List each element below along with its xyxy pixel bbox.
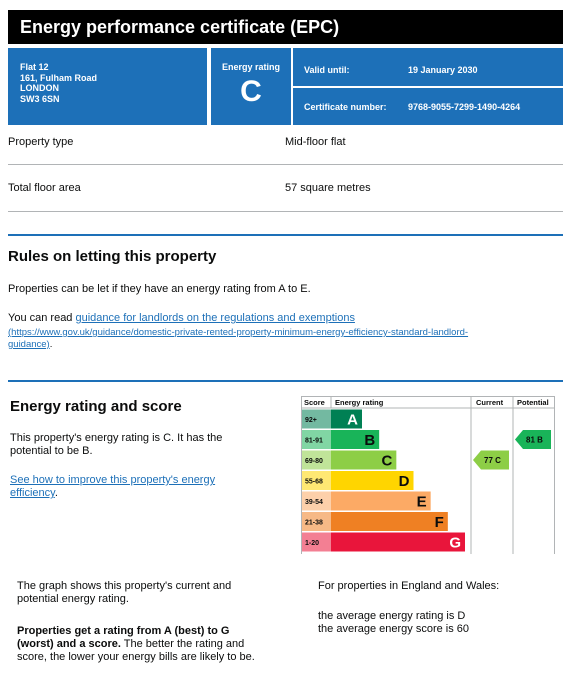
score-description xyxy=(10,432,222,458)
energy-rating-chart xyxy=(301,396,556,554)
energy-rating-panel xyxy=(211,48,291,125)
landlord-guidance-url-line-1[interactable]: (https://www.gov.uk/guidance/domestic-private-rented-property-minimum-energy-efficiency-standard-landlord- xyxy=(8,327,469,338)
rating-explanation-line-3: score, the lower your energy bills are likely to be. xyxy=(17,651,255,663)
energy-rating-letter: C xyxy=(240,75,262,108)
address-line-4: SW3 6SN xyxy=(20,93,60,104)
band-score-label: 21-38 xyxy=(305,519,323,527)
band-score-label: 69-80 xyxy=(305,458,323,465)
valid-until-panel xyxy=(293,48,563,86)
improve-efficiency-link[interactable]: See how to improve this property's energy xyxy=(10,474,216,486)
certificate-number: 9768-9055-7299-1490-4264 xyxy=(408,102,521,112)
guidance-suffix: . xyxy=(49,339,53,350)
improve-link-block[interactable] xyxy=(10,474,215,500)
band-score-label: 92+ xyxy=(305,417,317,424)
average-rating: the average energy rating is D xyxy=(318,610,466,622)
floor-area-value: 57 square metres xyxy=(285,182,371,194)
chart-header-rating: Energy rating xyxy=(335,398,384,407)
score-heading: Energy rating and score xyxy=(10,398,182,415)
average-score: the average energy score is 60 xyxy=(318,623,470,635)
band-letter-f: F xyxy=(434,514,444,531)
band-score-label: 55-68 xyxy=(305,478,323,486)
letting-guidance xyxy=(8,312,548,325)
graph-explanation xyxy=(17,580,231,606)
graph-explanation-line-2: potential energy rating. xyxy=(17,593,129,605)
address-line-2: 161, Fulham Road xyxy=(20,72,98,83)
current-rating-label: 77 C xyxy=(484,456,501,465)
chart-header-potential: Potential xyxy=(517,398,549,407)
band-letter-g: G xyxy=(449,534,461,552)
improve-efficiency-link-2[interactable]: efficiency xyxy=(10,487,55,499)
valid-until-value: 19 January 2030 xyxy=(408,65,478,75)
property-type-value: Mid-floor flat xyxy=(285,136,346,148)
england-wales-text: For properties in England and Wales: xyxy=(318,580,500,592)
band-letter-c: C xyxy=(381,452,393,470)
landlord-guidance-link[interactable]: guidance for landlords on the regulations and exemptions xyxy=(75,312,355,324)
section-divider xyxy=(8,380,563,382)
graph-explanation-line-1: The graph shows this property's current and xyxy=(17,580,232,592)
floor-area-label: Total floor area xyxy=(8,182,81,194)
chart-header-current: Current xyxy=(476,398,504,407)
address-panel xyxy=(8,48,207,125)
band-score-label: 1-20 xyxy=(305,540,320,547)
band-letter-e: E xyxy=(416,493,427,511)
band-score-label: 39-54 xyxy=(305,499,323,506)
landlord-guidance-url[interactable] xyxy=(8,327,558,351)
improve-link-suffix: . xyxy=(54,487,58,499)
rating-explanation xyxy=(17,625,255,664)
band-bar-f xyxy=(331,512,448,531)
landlord-guidance-url-line-2[interactable]: guidance) xyxy=(8,339,50,350)
chart-header-score: Score xyxy=(304,398,325,407)
certificate-panel xyxy=(293,88,563,125)
rating-explanation-bold: (worst) and a score. xyxy=(17,638,121,650)
band-score-label: 81-91 xyxy=(305,437,323,445)
band-letter-b: B xyxy=(364,432,376,449)
address-line-3: LONDON xyxy=(20,83,59,93)
average-info xyxy=(318,610,469,636)
band-bar-g xyxy=(331,533,465,552)
potential-rating-label: 81 B xyxy=(526,435,543,445)
property-type-label: Property type xyxy=(8,136,74,148)
letting-text: Properties can be let if they have an energy rating from A to E. xyxy=(8,283,311,295)
divider xyxy=(8,211,563,212)
rating-explanation-rest: The better the rating and xyxy=(120,638,245,650)
section-divider xyxy=(8,234,563,236)
band-letter-d: D xyxy=(398,473,410,490)
rating-explanation-line-1: Properties get a rating from A (best) to G xyxy=(17,625,230,637)
certificate-label: Certificate number: xyxy=(304,102,387,112)
score-description-line-2: potential to be B. xyxy=(10,445,93,457)
page-title: Energy performance certificate (EPC) xyxy=(8,10,563,44)
letting-guidance-prefix: You can read xyxy=(8,312,76,324)
divider xyxy=(8,164,563,165)
band-letter-a: A xyxy=(347,411,358,429)
valid-until-label: Valid until: xyxy=(304,65,350,75)
score-description-line-1: This property's energy rating is C. It has the xyxy=(10,432,223,444)
address-line-1: Flat 12 xyxy=(20,62,49,72)
letting-heading: Rules on letting this property xyxy=(8,248,217,265)
energy-rating-label: Energy rating xyxy=(221,62,280,72)
